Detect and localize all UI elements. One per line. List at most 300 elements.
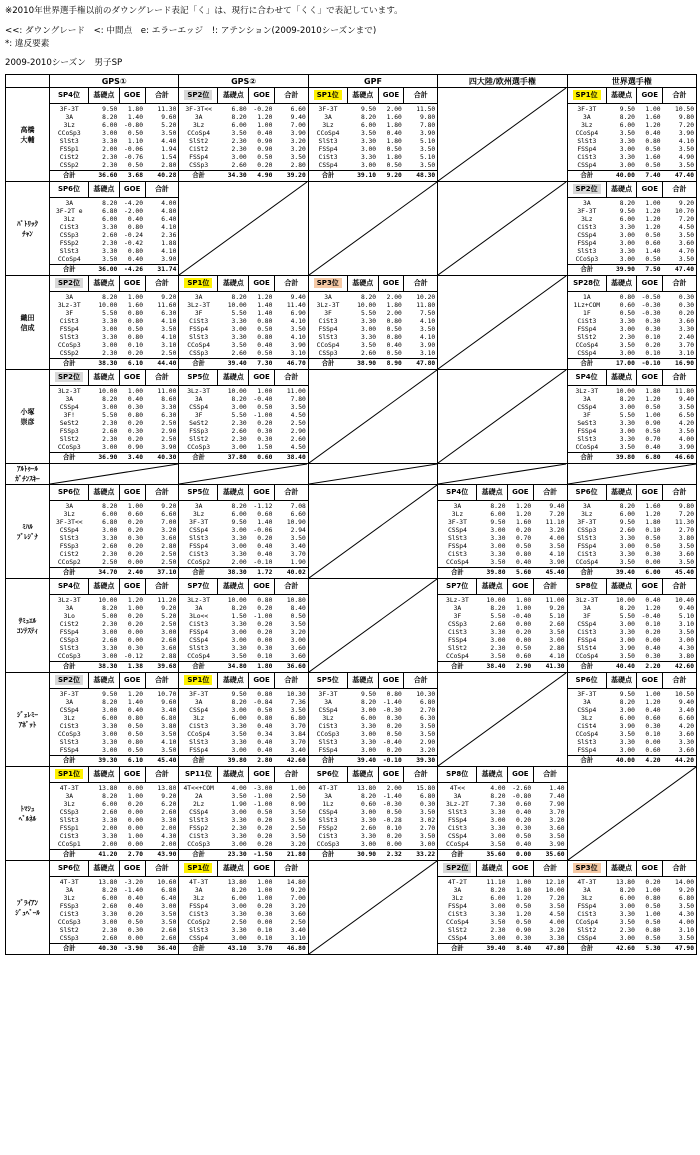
element-total: 4.10 xyxy=(161,248,177,255)
element-row xyxy=(568,535,696,543)
element-total: 11.10 xyxy=(545,519,565,526)
goe-value: 1.20 xyxy=(516,503,532,510)
base-total: 39.90 xyxy=(606,265,637,275)
goe-value: 0.90 xyxy=(257,138,273,145)
element-row xyxy=(179,715,307,723)
element-row xyxy=(50,342,178,350)
element-row xyxy=(438,637,566,645)
goe-value: 0.40 xyxy=(257,739,273,746)
element-row xyxy=(179,551,307,559)
base-value: 6.00 xyxy=(231,511,247,518)
total-label: 合計 xyxy=(179,756,218,766)
goe-value: 2.00 xyxy=(386,785,402,792)
score-cell xyxy=(567,370,696,464)
element-name: CCoSp4 xyxy=(316,342,340,349)
base-value: 3.50 xyxy=(490,841,506,848)
base-value: 2.60 xyxy=(102,809,118,816)
goe-value: 0.50 xyxy=(386,326,402,333)
diagonal-strike xyxy=(438,276,566,369)
goe-total: 4.20 xyxy=(637,756,663,766)
goe-value: 0.80 xyxy=(257,691,273,698)
goe-value: 0.50 xyxy=(127,130,143,137)
element-row xyxy=(179,130,307,138)
element-total: 3.20 xyxy=(290,629,306,636)
element-name: FSSp4 xyxy=(577,903,597,910)
total-header: 合計 xyxy=(404,767,437,782)
element-total: 3.50 xyxy=(420,326,436,333)
element-total: 6.30 xyxy=(420,715,436,722)
element-row xyxy=(568,224,696,232)
total-header: 合計 xyxy=(145,182,178,197)
goe-value: 0.40 xyxy=(645,707,661,714)
base-value: 2.30 xyxy=(102,350,118,357)
goe-header: GOE xyxy=(637,370,663,385)
diagonal-strike xyxy=(179,182,307,275)
element-total: 9.80 xyxy=(678,114,694,121)
element-total: 9.60 xyxy=(161,699,177,706)
goe-value: 0.50 xyxy=(516,919,532,926)
element-total: 11.00 xyxy=(286,388,306,395)
cell-header-row xyxy=(568,579,696,594)
goe-total: 2.20 xyxy=(637,662,663,672)
cell-header-row xyxy=(309,673,437,688)
element-row xyxy=(50,629,178,637)
goe-value: 0.00 xyxy=(257,919,273,926)
base-value: 3.50 xyxy=(231,731,247,738)
goe-value: 1.00 xyxy=(516,605,532,612)
cell-header-row xyxy=(50,579,178,594)
goe-total: 9.20 xyxy=(378,171,404,181)
goe-value: 1.40 xyxy=(127,699,143,706)
element-total: 6.60 xyxy=(290,511,306,518)
element-row xyxy=(179,146,307,154)
element-total: 3.20 xyxy=(420,747,436,754)
base-value: 2.60 xyxy=(102,428,118,435)
base-value: 3.30 xyxy=(102,224,118,231)
grand-total: 39.68 xyxy=(145,662,178,672)
element-name: CSSp4 xyxy=(447,833,467,840)
total-header: 合計 xyxy=(145,579,178,594)
base-value: 8.20 xyxy=(231,396,247,403)
placement-label xyxy=(568,673,607,688)
element-row xyxy=(309,146,437,154)
element-total: 4.10 xyxy=(290,318,306,325)
base-value: 3.00 xyxy=(231,935,247,942)
element-row xyxy=(179,691,307,699)
goe-value: 0.80 xyxy=(645,895,661,902)
goe-value: 0.20 xyxy=(127,801,143,808)
grand-total: 46.60 xyxy=(663,453,696,463)
total-row xyxy=(309,756,437,766)
goe-value: 0.10 xyxy=(386,825,402,832)
grand-total: 42.60 xyxy=(663,662,696,672)
element-row xyxy=(438,511,566,519)
goe-total: -0.10 xyxy=(378,756,404,766)
goe-header: GOE xyxy=(637,861,663,876)
score-cell xyxy=(438,861,567,955)
base-header: 基礎点 xyxy=(477,861,508,876)
element-row xyxy=(179,935,307,944)
goe-value: 0.50 xyxy=(386,731,402,738)
base-value: 3.00 xyxy=(619,232,635,239)
cell-header-row xyxy=(50,861,178,876)
element-row xyxy=(50,216,178,224)
element-total: 3.50 xyxy=(290,154,306,161)
element-name: FSSp4 xyxy=(577,637,597,644)
base-total: 36.90 xyxy=(89,453,120,463)
base-value: 3.30 xyxy=(102,318,118,325)
base-total: 39.30 xyxy=(89,756,120,766)
base-value: 3.00 xyxy=(231,903,247,910)
goe-total: 8.40 xyxy=(508,944,534,954)
skater-row xyxy=(6,767,697,861)
base-header: 基礎点 xyxy=(606,673,637,688)
goe-value: 2.00 xyxy=(386,310,402,317)
element-name: FSSp4 xyxy=(447,817,467,824)
element-total: 3.90 xyxy=(678,130,694,137)
base-header: 基礎点 xyxy=(218,88,249,103)
element-row xyxy=(50,747,178,756)
element-total: 6.80 xyxy=(678,895,694,902)
cell-header-row xyxy=(179,485,307,500)
base-total: 42.60 xyxy=(606,944,637,954)
base-header: 基礎点 xyxy=(606,88,637,103)
total-label: 合計 xyxy=(309,171,348,181)
placement-badge: SP8位 xyxy=(446,770,469,779)
element-total: 6.30 xyxy=(161,412,177,419)
placement-label xyxy=(568,88,607,103)
element-name: CiSt3 xyxy=(447,911,467,918)
total-label: 合計 xyxy=(568,265,607,275)
element-total: 3.50 xyxy=(678,903,694,910)
goe-value: 0.40 xyxy=(257,723,273,730)
goe-total: 7.30 xyxy=(249,359,275,369)
base-header: 基礎点 xyxy=(89,767,120,782)
goe-value: 0.80 xyxy=(257,318,273,325)
element-total: 2.50 xyxy=(161,436,177,443)
base-total: 40.00 xyxy=(606,171,637,181)
element-row xyxy=(438,809,566,817)
placement-label xyxy=(50,276,89,291)
total-row xyxy=(438,662,566,672)
total-label: 合計 xyxy=(50,944,89,954)
element-row xyxy=(568,154,696,162)
total-row xyxy=(568,944,696,954)
goe-value: 0.50 xyxy=(127,919,143,926)
element-total: 2.60 xyxy=(549,621,565,628)
grand-total: 38.40 xyxy=(274,453,307,463)
note-text: ※2010年世界選手権以前のダウングレード表記「く」は、現行に合わせて「くく」で表記しています。 xyxy=(5,6,403,16)
element-name: CCoSp3 xyxy=(316,841,340,848)
element-total: 3.50 xyxy=(420,146,436,153)
element-row xyxy=(568,911,696,919)
element-total: 3.30 xyxy=(678,739,694,746)
element-total: 3.50 xyxy=(290,404,306,411)
placement-badge: SP2位 xyxy=(443,863,471,873)
goe-header: GOE xyxy=(508,485,534,500)
base-value: 9.50 xyxy=(102,691,118,698)
element-row xyxy=(179,154,307,162)
element-total: 2.80 xyxy=(161,543,177,550)
goe-value: 0.90 xyxy=(257,146,273,153)
base-value: 6.00 xyxy=(360,715,377,722)
element-name: CCoSp1 xyxy=(57,841,81,848)
score-cell xyxy=(179,485,308,579)
base-value: 3.30 xyxy=(360,817,377,824)
placement-label xyxy=(179,485,218,500)
element-row xyxy=(568,404,696,412)
cell-header-row xyxy=(438,861,566,876)
goe-value: 0.30 xyxy=(127,428,143,435)
grand-total: 39.30 xyxy=(404,756,437,766)
element-row xyxy=(50,809,178,817)
element-total: 3.60 xyxy=(678,731,694,738)
element-row xyxy=(568,396,696,404)
goe-value: 0.30 xyxy=(645,326,661,333)
element-total: 2.50 xyxy=(161,559,177,566)
total-header: 合計 xyxy=(663,579,696,594)
element-total: 4.50 xyxy=(290,444,306,451)
element-total: 3.00 xyxy=(161,903,177,910)
element-name: 3F-3T xyxy=(577,519,597,526)
element-name: 3F-3T xyxy=(59,691,79,698)
element-row xyxy=(50,731,178,739)
cell-header-row xyxy=(438,767,566,782)
goe-value: 0.50 xyxy=(127,326,143,333)
element-total: 10.00 xyxy=(545,887,565,894)
base-value: 8.20 xyxy=(102,396,118,403)
score-breakdown xyxy=(438,861,566,954)
total-header: 合計 xyxy=(145,861,178,876)
element-name: CiSt3 xyxy=(577,154,597,161)
goe-value: 0.80 xyxy=(127,248,143,255)
element-name: 3A xyxy=(65,605,74,612)
base-value: 3.00 xyxy=(231,444,247,451)
score-breakdown xyxy=(568,276,696,369)
element-name: 3Lz xyxy=(192,511,205,518)
element-name: 3F-2T e xyxy=(55,208,83,215)
base-value: 3.50 xyxy=(619,559,635,566)
base-value: 8.20 xyxy=(231,699,247,706)
goe-value: 0.50 xyxy=(645,935,661,942)
total-row xyxy=(179,944,307,954)
total-row xyxy=(309,359,437,369)
goe-value: -3.20 xyxy=(124,879,143,886)
element-name: CCoSp3 xyxy=(57,444,81,451)
base-value: 13.80 xyxy=(98,785,118,792)
grand-total: 44.40 xyxy=(145,359,178,369)
element-total: 4.00 xyxy=(678,436,694,443)
element-name: CSSp3 xyxy=(59,935,79,942)
base-value: 6.00 xyxy=(102,122,118,129)
element-name: CSSp3 xyxy=(59,809,79,816)
element-row xyxy=(179,637,307,645)
grand-total: 45.40 xyxy=(533,568,566,578)
goe-total: -0.10 xyxy=(637,359,663,369)
element-total: 5.20 xyxy=(161,613,177,620)
goe-header: GOE xyxy=(637,673,663,688)
goe-header: GOE xyxy=(249,673,275,688)
base-value: 2.60 xyxy=(490,621,506,628)
total-header: 合計 xyxy=(274,861,307,876)
base-header: 基礎点 xyxy=(347,88,378,103)
element-row xyxy=(438,645,566,653)
goe-header: GOE xyxy=(119,861,145,876)
element-row xyxy=(438,629,566,637)
element-name: 3Lz-3T xyxy=(446,597,469,604)
base-total: 38.30 xyxy=(218,568,249,578)
element-total: 1.90 xyxy=(290,559,306,566)
base-value: 2.30 xyxy=(231,420,247,427)
element-total: 4.70 xyxy=(678,248,694,255)
base-value: 6.00 xyxy=(231,122,247,129)
base-value: 5.00 xyxy=(102,613,118,620)
base-value: 8.20 xyxy=(360,793,377,800)
base-value: 3.00 xyxy=(231,747,247,754)
goe-value: 1.40 xyxy=(127,114,143,121)
score-breakdown xyxy=(179,276,307,369)
goe-value: 0.20 xyxy=(257,420,273,427)
element-name: CiSt3 xyxy=(189,551,209,558)
element-row xyxy=(568,326,696,334)
goe-value: 0.30 xyxy=(127,645,143,652)
element-name: CiSt3 xyxy=(318,723,338,730)
element-total: 3.50 xyxy=(549,543,565,550)
base-value: 1.90 xyxy=(231,801,247,808)
grand-total: 47.80 xyxy=(533,944,566,954)
element-row xyxy=(568,208,696,216)
element-total: 3.50 xyxy=(678,428,694,435)
grand-total: 40.28 xyxy=(145,171,178,181)
base-value: 3.00 xyxy=(360,809,377,816)
goe-value: 0.40 xyxy=(257,747,273,754)
element-row xyxy=(568,436,696,444)
element-name: CiSt3 xyxy=(59,723,79,730)
cell-header-row xyxy=(309,88,437,103)
element-total: 6.80 xyxy=(420,699,436,706)
base-value: 13.80 xyxy=(227,879,247,886)
element-name: CiSt2 xyxy=(189,146,209,153)
element-name: FSSp4 xyxy=(577,326,597,333)
element-row xyxy=(50,559,178,568)
grand-total: 46.80 xyxy=(274,944,307,954)
element-name: 3A xyxy=(194,605,203,612)
goe-value: 0.80 xyxy=(257,597,273,604)
goe-value: 1.60 xyxy=(645,503,661,510)
skater-name: ｱﾙﾄｩｰﾙ ｶﾞﾁﾝｽｷｰ xyxy=(6,464,50,485)
score-cell xyxy=(179,276,308,370)
goe-value: 0.40 xyxy=(257,543,273,550)
goe-value: 0.50 xyxy=(645,428,661,435)
total-header: 合計 xyxy=(145,276,178,291)
base-value: 2.30 xyxy=(102,927,118,934)
element-total: 9.40 xyxy=(290,114,306,121)
element-total: 4.10 xyxy=(420,334,436,341)
base-value: 3.00 xyxy=(360,707,377,714)
total-label: 合計 xyxy=(179,944,218,954)
element-total: 6.60 xyxy=(161,511,177,518)
element-name: 4T-3T xyxy=(318,785,338,792)
goe-total: 6.10 xyxy=(119,756,145,766)
goe-value: 0.40 xyxy=(386,130,402,137)
element-total: 3.50 xyxy=(420,809,436,816)
element-total: 9.20 xyxy=(549,605,565,612)
element-row xyxy=(50,350,178,359)
element-total: 3.84 xyxy=(290,731,306,738)
element-row xyxy=(438,817,566,825)
base-value: 3.30 xyxy=(619,248,635,255)
base-value: 2.30 xyxy=(231,138,247,145)
element-row xyxy=(568,114,696,122)
goe-value: -1.00 xyxy=(253,412,273,419)
goe-value: 0.60 xyxy=(257,511,273,518)
element-name: CCoSp4 xyxy=(187,731,211,738)
element-total: 9.20 xyxy=(161,294,177,301)
goe-header: GOE xyxy=(249,88,275,103)
element-total: 3.00 xyxy=(420,841,436,848)
goe-header: GOE xyxy=(378,767,404,782)
element-total: 7.20 xyxy=(549,895,565,902)
base-value: 3.30 xyxy=(102,723,118,730)
placement-label xyxy=(50,673,89,688)
goe-header: GOE xyxy=(119,182,145,197)
element-row xyxy=(438,621,566,629)
element-row xyxy=(179,605,307,613)
element-name: FSSp4 xyxy=(318,747,338,754)
element-total: 7.00 xyxy=(290,895,306,902)
placement-badge: SP6位 xyxy=(316,770,339,779)
total-label: 合計 xyxy=(568,944,607,954)
score-cell xyxy=(438,579,567,673)
total-row xyxy=(179,850,307,860)
element-total: 10.30 xyxy=(286,691,306,698)
element-total: 4.10 xyxy=(290,334,306,341)
placement-label xyxy=(438,861,477,876)
no-entry xyxy=(438,370,566,463)
goe-total: 7.40 xyxy=(637,171,663,181)
element-total: 3.10 xyxy=(678,350,694,357)
grand-total: 35.60 xyxy=(533,850,566,860)
total-header: 合計 xyxy=(274,579,307,594)
cell-header-row xyxy=(568,182,696,197)
base-value: 3.00 xyxy=(490,833,506,840)
grand-total: 36.40 xyxy=(145,944,178,954)
base-value: 8.20 xyxy=(231,887,247,894)
base-value: 3.00 xyxy=(360,841,377,848)
element-total: 2.70 xyxy=(420,707,436,714)
goe-value: 0.20 xyxy=(257,817,273,824)
element-row xyxy=(438,551,566,559)
element-row xyxy=(568,216,696,224)
element-row xyxy=(568,527,696,535)
element-name: 3Lz xyxy=(581,895,593,902)
element-name: 3Lo<< xyxy=(189,613,209,620)
goe-value: 0.50 xyxy=(645,919,661,926)
element-name: 3A xyxy=(194,503,203,510)
element-name: 3A xyxy=(194,396,203,403)
no-entry xyxy=(568,767,696,860)
score-breakdown xyxy=(568,485,696,578)
score-breakdown xyxy=(309,767,437,860)
element-total: 6.80 xyxy=(161,887,177,894)
placement-label xyxy=(568,370,607,385)
base-value: 3.00 xyxy=(102,747,118,754)
element-name: 3F xyxy=(194,412,203,419)
base-value: 2.30 xyxy=(102,621,118,628)
total-row xyxy=(50,662,178,672)
element-name: CiSt3 xyxy=(577,911,597,918)
score-breakdown xyxy=(50,673,178,766)
